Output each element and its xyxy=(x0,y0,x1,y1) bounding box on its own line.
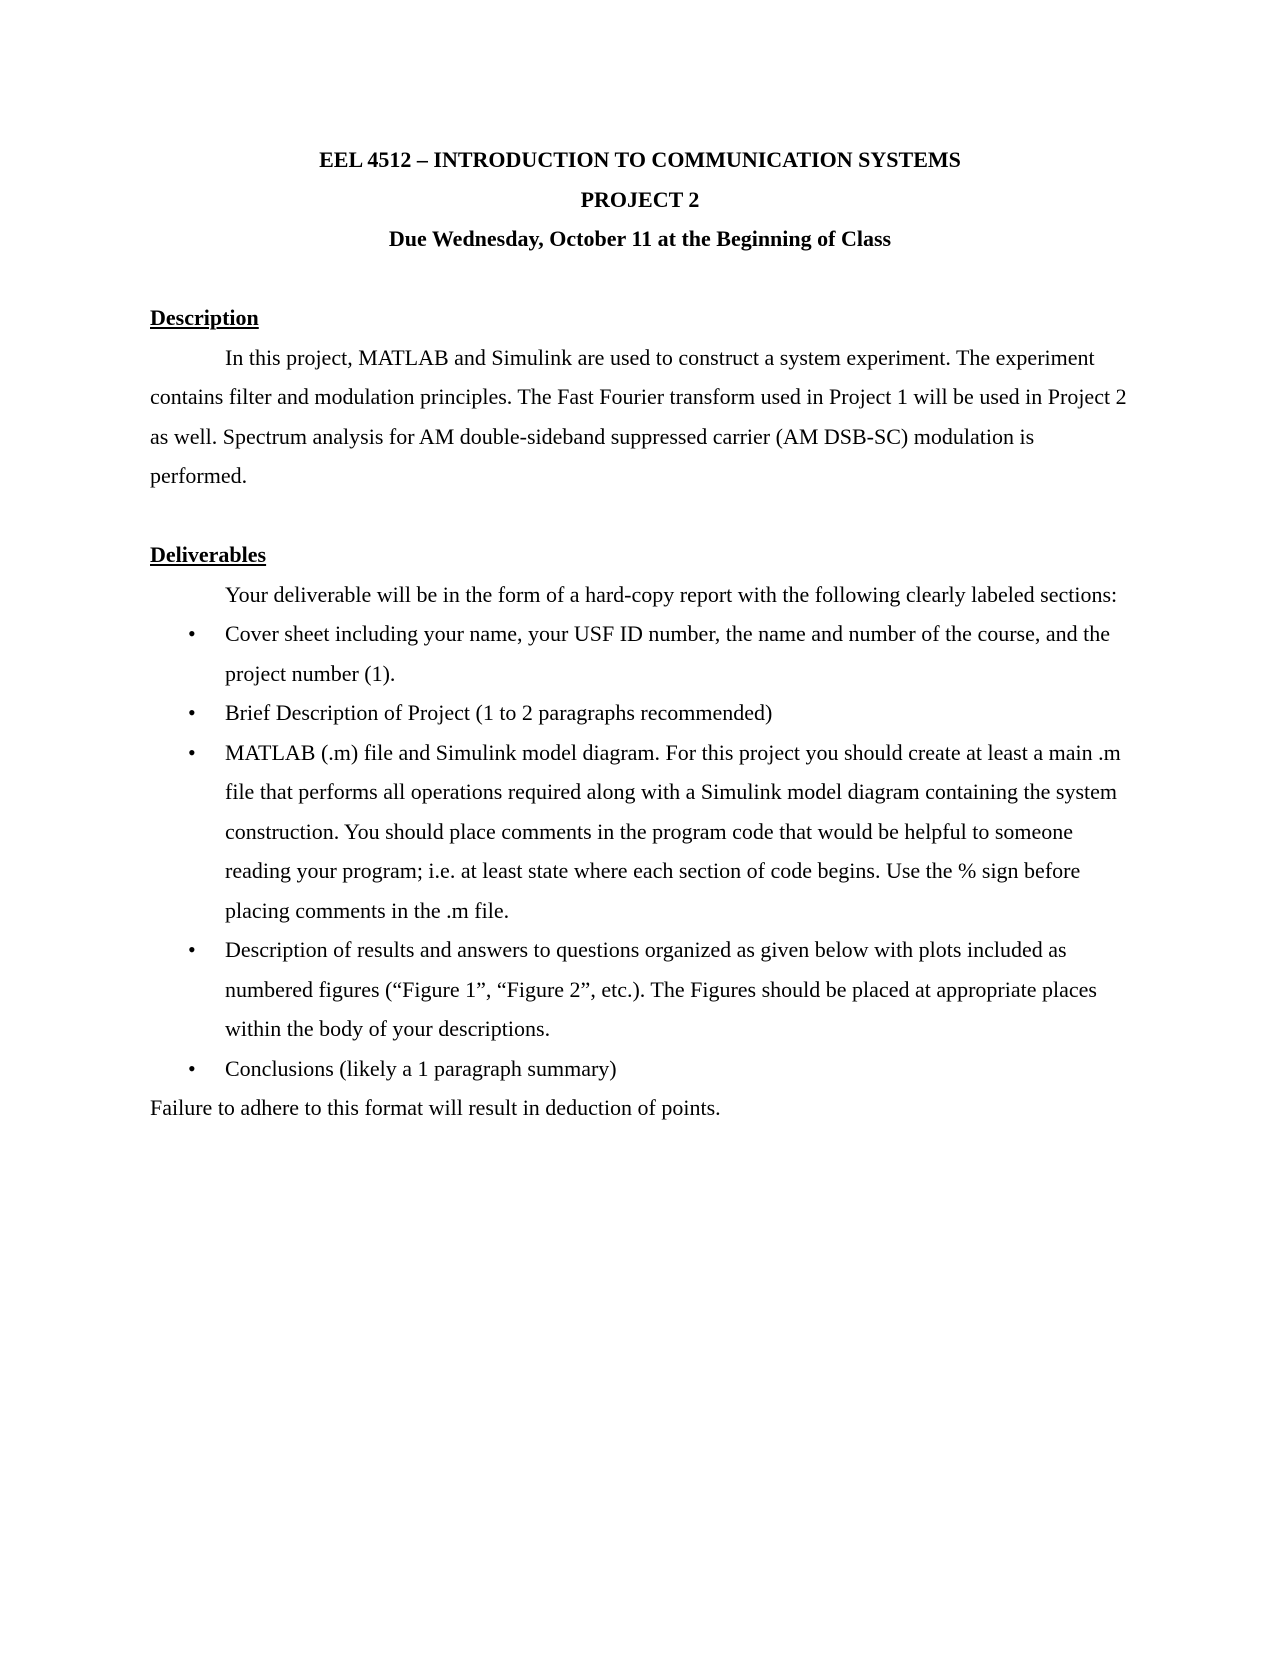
document-page xyxy=(150,140,1130,1128)
list-item xyxy=(150,1049,1130,1089)
course-title: EEL 4512 – INTRODUCTION TO COMMUNICATION SYSTEMS xyxy=(319,147,961,172)
bullet-icon: • xyxy=(188,621,196,646)
description-body: In this project, MATLAB and Simulink are used to construct a system experiment. The experiment contains filter and modulation principles. The Fast Fourier transform used in Project 1 will be used in Project 2 as well. Spectrum analysis for AM double-sideband suppressed carrier (AM DSB-SC) modulation is performed. xyxy=(150,344,1127,488)
deliverables-heading: Deliverables xyxy=(150,542,267,567)
list-item-text: Description of results and answers to questions organized as given below with plots included as numbered figures (“Figure 1”, “Figure 2”, etc.). The Figures should be placed at appropriate places within the body of your descriptions. xyxy=(225,937,1097,1041)
list-item-text: Conclusions (likely a 1 paragraph summary) xyxy=(225,1055,617,1081)
list-item-text: Cover sheet including your name, your USF ID number, the name and number of the course, and the project number (1). xyxy=(225,621,1111,686)
deliverables-list xyxy=(150,614,1130,1088)
description-heading: Description xyxy=(150,305,259,330)
due-date: Due Wednesday, October 11 at the Beginning of Class xyxy=(388,226,892,251)
bullet-icon: • xyxy=(188,700,196,725)
deliverables-closing: Failure to adhere to this format will result in deduction of points. xyxy=(150,1095,721,1120)
spacer xyxy=(150,496,1130,536)
bullet-icon: • xyxy=(188,1055,196,1081)
bullet-icon: • xyxy=(188,739,196,765)
list-item xyxy=(150,614,1130,693)
bullet-icon: • xyxy=(188,937,196,962)
list-item xyxy=(150,693,1130,733)
spacer xyxy=(150,259,1130,299)
project-title: PROJECT 2 xyxy=(580,186,700,212)
list-item xyxy=(150,930,1130,1049)
list-item-text: Brief Description of Project (1 to 2 paragraphs recommended) xyxy=(225,700,773,725)
list-item xyxy=(150,733,1130,931)
list-item-text: MATLAB (.m) file and Simulink model diagram. For this project you should create at least a main .m file that performs all operations required along with a Simulink model diagram containing the system construction. You should place comments in the program code that would be helpful to someone reading your program; i.e. at least state where each section of code begins. Use the % sign before placing comments in the .m file. xyxy=(225,739,1121,923)
deliverables-intro: Your deliverable will be in the form of a hard-copy report with the following clearly labeled sections: xyxy=(225,581,1118,607)
